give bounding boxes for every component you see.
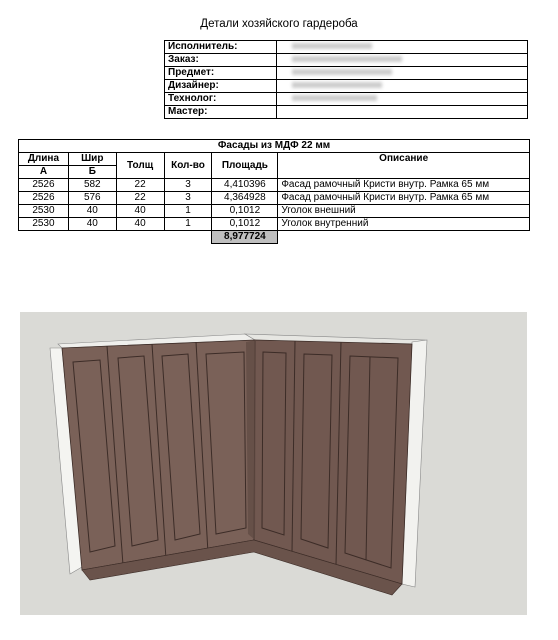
- redacted-mark: [292, 69, 392, 75]
- cell-length: 2526: [19, 192, 69, 205]
- cell-thickness: 22: [116, 192, 164, 205]
- cell-length: 2530: [19, 205, 69, 218]
- meta-value-redacted: [277, 54, 528, 67]
- redacted-mark: [292, 56, 402, 62]
- facade-table: [18, 139, 530, 244]
- cell-width: 40: [68, 205, 116, 218]
- meta-value-redacted: [277, 93, 528, 106]
- wardrobe-illustration: [20, 312, 527, 615]
- cell-width: 576: [68, 192, 116, 205]
- meta-row: [165, 80, 528, 93]
- header-length: Длина: [19, 153, 69, 166]
- table-row: [19, 192, 530, 205]
- meta-label-technologist: Технолог:: [165, 93, 277, 106]
- table-row: [19, 179, 530, 192]
- cell-width: 40: [68, 218, 116, 231]
- meta-row: [165, 41, 528, 54]
- header-area: Площадь: [212, 153, 278, 179]
- cell-qty: 3: [164, 192, 212, 205]
- header-width: Шир: [68, 153, 116, 166]
- meta-row: [165, 93, 528, 106]
- cell-width: 582: [68, 179, 116, 192]
- table-row: [19, 205, 530, 218]
- cell-area: 0,1012: [212, 218, 278, 231]
- redacted-mark: [292, 43, 372, 49]
- header-qty: Кол-во: [164, 153, 212, 179]
- meta-label-designer: Дизайнер:: [165, 80, 277, 93]
- meta-row: [165, 67, 528, 80]
- cell-qty: 3: [164, 179, 212, 192]
- cell-area: 0,1012: [212, 205, 278, 218]
- cell-qty: 1: [164, 218, 212, 231]
- meta-label-subject: Предмет:: [165, 67, 277, 80]
- header-length-sub: А: [19, 166, 69, 179]
- header-width-sub: Б: [68, 166, 116, 179]
- redacted-mark: [292, 95, 377, 101]
- meta-value-redacted: [277, 80, 528, 93]
- table-row: [19, 218, 530, 231]
- redacted-mark: [292, 82, 382, 88]
- meta-value-redacted: [277, 67, 528, 80]
- header-description: Описание: [278, 153, 530, 179]
- header-thickness: Толщ: [116, 153, 164, 179]
- meta-table: [164, 40, 528, 119]
- meta-label-order: Заказ:: [165, 54, 277, 67]
- cell-thickness: 40: [116, 205, 164, 218]
- cell-length: 2530: [19, 218, 69, 231]
- cell-description: Фасад рамочный Кристи внутр. Рамка 65 мм: [278, 192, 530, 205]
- wardrobe-3d-render: [20, 312, 527, 615]
- meta-label-executor: Исполнитель:: [165, 41, 277, 54]
- cell-description: Уголок внешний: [278, 205, 530, 218]
- document-title: Детали хозяйского гардероба: [200, 18, 358, 30]
- cell-thickness: 40: [116, 218, 164, 231]
- meta-label-master: Мастер:: [165, 106, 277, 119]
- meta-row: [165, 106, 528, 119]
- meta-row: [165, 54, 528, 67]
- meta-value-redacted: [277, 41, 528, 54]
- facade-table-title: Фасады из МДФ 22 мм: [19, 140, 530, 153]
- cell-length: 2526: [19, 179, 69, 192]
- cell-description: Уголок внутренний: [278, 218, 530, 231]
- cell-qty: 1: [164, 205, 212, 218]
- cell-thickness: 22: [116, 179, 164, 192]
- cell-area: 4,410396: [212, 179, 278, 192]
- cell-area: 4,364928: [212, 192, 278, 205]
- total-area: 8,977724: [212, 231, 278, 244]
- total-row: [19, 231, 530, 244]
- meta-value-empty: [277, 106, 528, 119]
- cell-description: Фасад рамочный Кристи внутр. Рамка 65 мм: [278, 179, 530, 192]
